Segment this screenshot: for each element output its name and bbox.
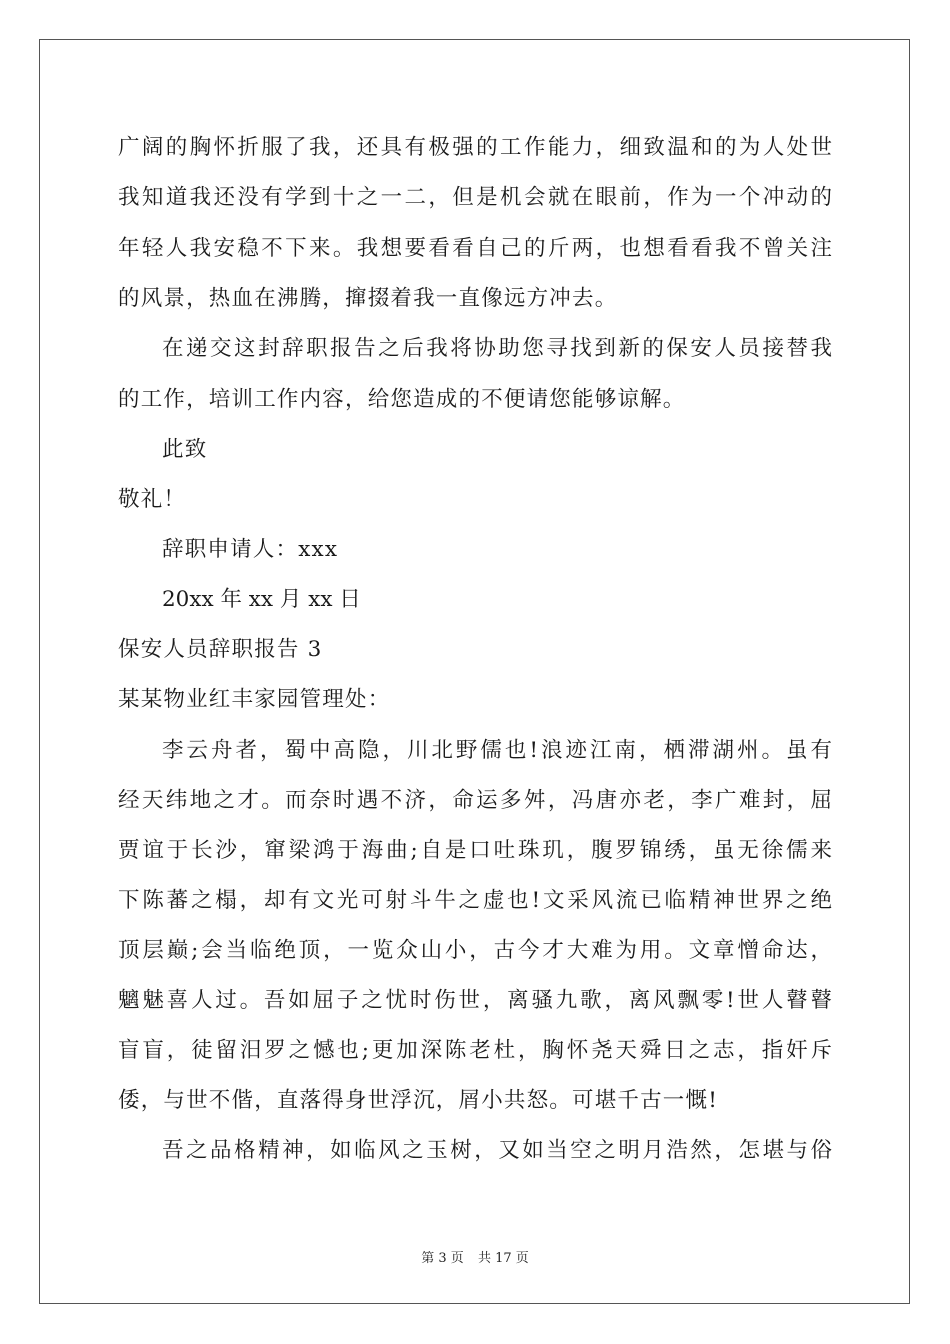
page-number: 第 3 页 — [421, 1251, 464, 1266]
body-line: 广阔的胸怀折服了我，还具有极强的工作能力，细致温和的为人处世 — [118, 135, 832, 160]
applicant-signature: 辞职申请人：xxx — [162, 537, 339, 562]
closing-respect: 敬礼！ — [118, 487, 187, 512]
body-line: 在递交这封辞职报告之后我将协助您寻找到新的保安人员接替我 — [162, 336, 832, 361]
page-border — [39, 39, 910, 1304]
body-line: 李云舟者，蜀中高隐，川北野儒也!浪迹江南，栖滞湖州。虽有 — [162, 738, 832, 763]
body-line: 魑魅喜人过。吾如屈子之忧时伤世，离骚九歌，离风飘零!世人瞽瞽 — [118, 988, 832, 1013]
closing-salutation: 此致 — [162, 437, 208, 462]
body-line: 下陈蕃之榻，却有文光可射斗牛之虚也!文采风流已临精神世界之绝 — [118, 888, 832, 913]
body-line: 贾谊于长沙，窜梁鸿于海曲;自是口吐珠玑，腹罗锦绣，虽无徐儒来 — [118, 838, 832, 863]
signature-date: 20xx 年 xx 月 xx 日 — [162, 587, 361, 612]
body-line: 我知道我还没有学到十之一二，但是机会就在眼前，作为一个冲动的 — [118, 185, 832, 210]
section-title: 保安人员辞职报告 3 — [118, 637, 323, 662]
addressee: 某某物业红丰家园管理处： — [118, 687, 391, 712]
body-line: 顶层巅;会当临绝顶，一览众山小，古今才大难为用。文章憎命达， — [118, 938, 832, 963]
body-line: 的工作，培训工作内容，给您造成的不便请您能够谅解。 — [118, 387, 686, 412]
body-line: 年轻人我安稳不下来。我想要看看自己的斤两，也想看看我不曾关注 — [118, 236, 832, 261]
page-footer — [0, 1247, 950, 1266]
body-line: 经天纬地之才。而奈时遇不济，命运多舛，冯唐亦老，李广难封，屈 — [118, 788, 832, 813]
body-line: 盲盲，徒留汨罗之憾也;更加深陈老杜，胸怀尧天舜日之志，指奸斥 — [118, 1038, 832, 1063]
body-line: 的风景，热血在沸腾，撺掇着我一直像远方冲去。 — [118, 286, 618, 311]
body-line: 吾之品格精神，如临风之玉树，又如当空之明月浩然，怎堪与俗 — [162, 1138, 832, 1163]
page-total: 共 17 页 — [477, 1251, 529, 1266]
body-line: 倭，与世不偕，直落得身世浮沉，屑小共怒。可堪千古一慨! — [118, 1088, 719, 1113]
